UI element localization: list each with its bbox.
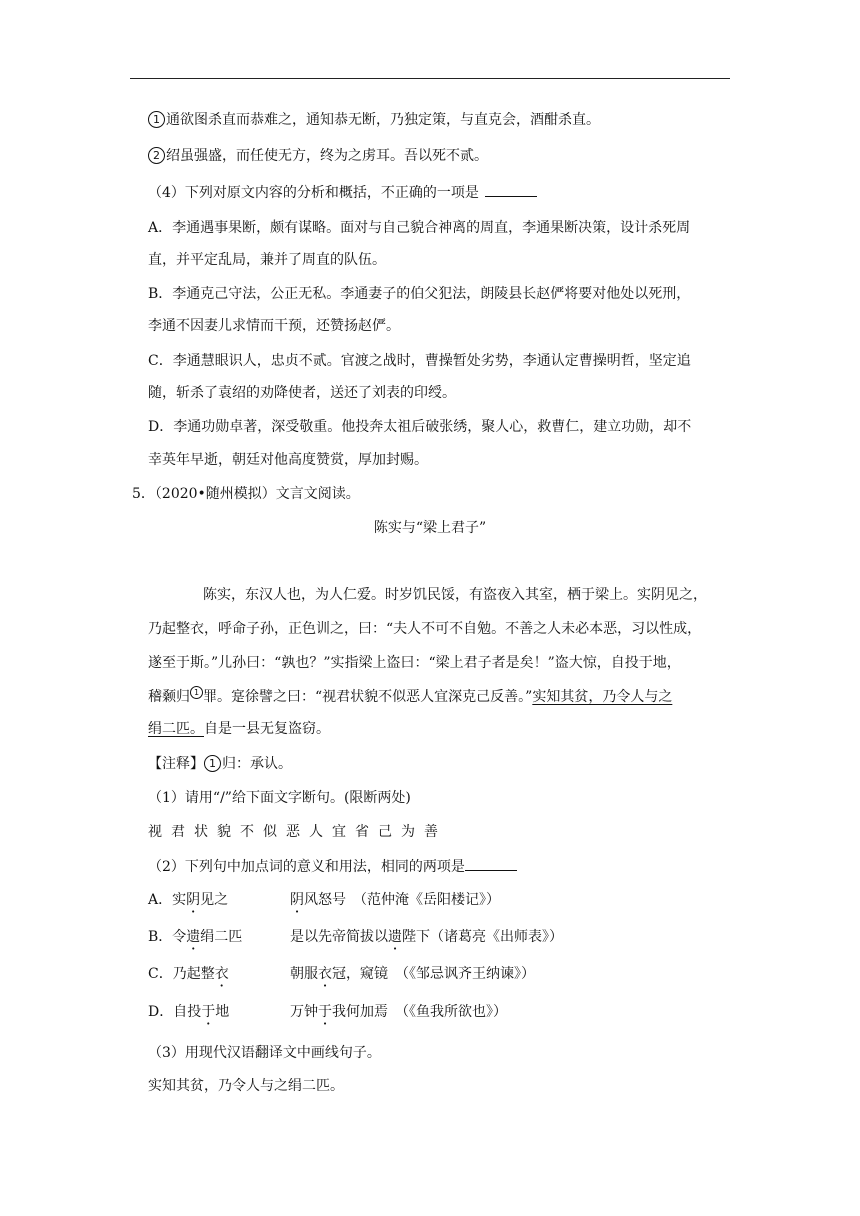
subquestion-1: （1）请用“/”给下面文字断句。(限断两处) <box>148 790 411 806</box>
subquestion-1-text: 视君状貌不似恶人宜省己为善 <box>148 824 447 840</box>
subquestion-3-text: 实知其贫，乃令人与之绢二匹。 <box>148 1078 344 1094</box>
sq2-option-c: C．乃起整衣 朝服衣冠，窥镜 （《邹忌讽齐王纳谏》） <box>148 966 535 982</box>
header-rule <box>130 78 730 79</box>
sentence-1: 1 通欲图杀直而恭难之，通知恭无断，乃独定策，与直克会，酒酣杀直。 <box>148 110 600 130</box>
passage-line-3: 遂至于斯。”儿孙曰：“孰也？”实指梁上盗曰：“梁上君子者是矣！”盗大惊，自投于地， <box>148 655 681 671</box>
passage-line-2: 乃起整衣，呼命子孙，正色训之，曰：“夫人不可不自勉。不善之人未必本恶，习以性成， <box>148 621 702 637</box>
sq2-option-a: A．实阴见之 阴风怒号 （范仲淹《岳阳楼记》） <box>148 892 500 908</box>
question-5-heading: 5．（2020•随州模拟）文言文阅读。 <box>132 486 360 502</box>
option-d-line2: 幸英年早逝，朝廷对他高度赞赏，厚加封赐。 <box>148 452 428 468</box>
answer-blank[interactable] <box>465 856 517 871</box>
sentence-2: 2 绍虽强盛，而任使无方，终为之虏耳。吾以死不贰。 <box>148 146 488 166</box>
option-a-line2: 直，并平定乱局，兼并了周直的队伍。 <box>148 252 386 268</box>
passage-line-1: 陈实，东汉人也，为人仁爱。时岁饥民馁，有盗夜入其室，栖于梁上。实阴见之， <box>203 587 707 603</box>
subquestion-2: （2）下列句中加点词的意义和用法，相同的两项是 <box>148 856 517 877</box>
circled-number: 2 <box>148 147 165 164</box>
sq2-option-d: D．自投于地 万钟于我何加焉 （《鱼我所欲也》） <box>148 1004 507 1020</box>
note-marker: 1 <box>190 686 203 699</box>
circled-number: 1 <box>148 111 165 128</box>
passage-title: 陈实与“梁上君子” <box>373 520 487 536</box>
passage-line-5: 绢二匹。自是一县无复盗窃。 <box>148 721 330 737</box>
option-c-line1: C．李通慧眼识人，忠贞不贰。官渡之战时，曹操暂处劣势，李通认定曹操明哲，坚定追 <box>148 353 691 369</box>
option-b-line1: B．李通克己守法，公正无私。李通妻子的伯父犯法，朗陵县长赵俨将要对他处以死刑， <box>148 286 691 302</box>
subquestion-3: （3）用现代汉语翻译文中画线句子。 <box>148 1045 381 1061</box>
option-c-line2: 随，斩杀了袁绍的劝降使者，送还了刘表的印绶。 <box>148 385 456 401</box>
underlined-sentence-end: 绢二匹。 <box>148 721 204 737</box>
passage-line-4: 稽颡归 1 罪。寔徐譬之曰：“视君状貌不似恶人宜深克己反善。”实知其贫，乃令人与之 <box>148 688 673 705</box>
sq2-option-b: B．令遗绢二匹 是以先帝简拔以遗陛下（诸葛亮《出师表》） <box>148 929 563 945</box>
circled-number: 1 <box>204 755 221 772</box>
option-a-line1: A．李通遇事果断，颇有谋略。面对与自己貌合神离的周直，李通果断决策，设计杀死周 <box>148 220 691 236</box>
underlined-sentence: 实知其贫，乃令人与之 <box>532 689 673 705</box>
option-d-line1: D．李通功勋卓著，深受敬重。他投奔太祖后破张绣，聚人心，救曹仁，建立功勋，却不 <box>148 419 692 435</box>
option-b-line2: 李通不因妻儿求情而干预，还赞扬赵俨。 <box>148 318 400 334</box>
answer-blank[interactable] <box>485 182 537 197</box>
question-4-stem: （4）下列对原文内容的分析和概括，不正确的一项是 <box>148 182 537 203</box>
annotation: 【注释】 1 归：承认。 <box>148 756 292 772</box>
